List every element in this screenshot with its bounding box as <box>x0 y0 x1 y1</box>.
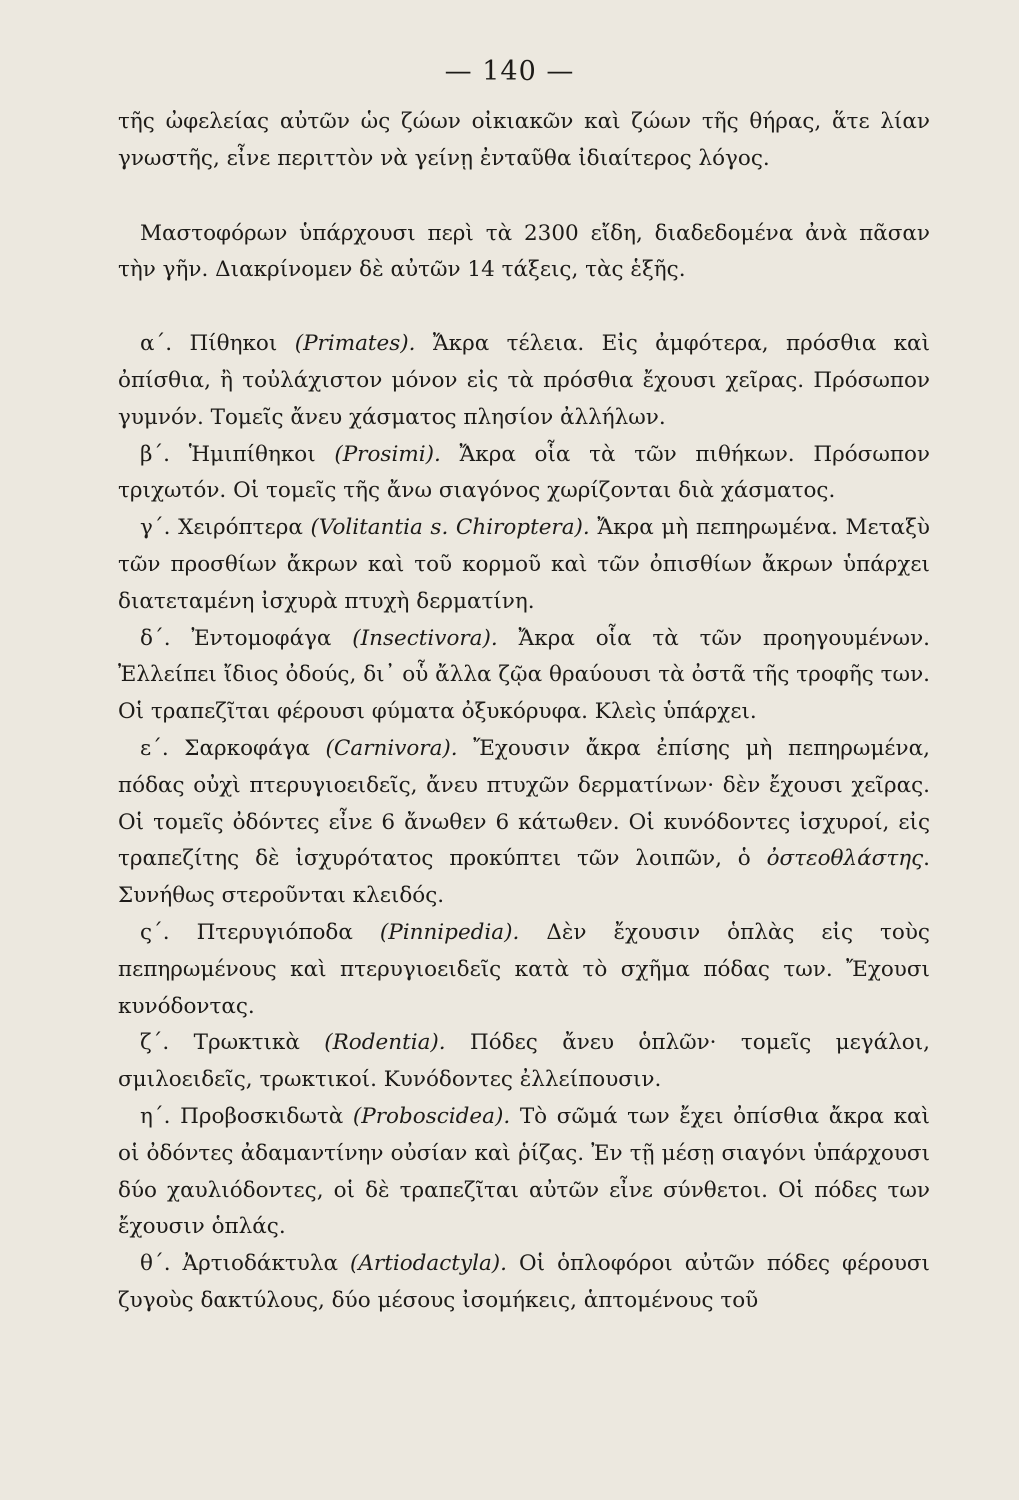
order-latin: (Volitantia s. Chiroptera). <box>310 515 590 541</box>
order-description: Τὸ σῶμά των ἔχει ὀπίσθια ἄκρα καὶ οἱ ὀδόντες ἀδαμαντίνην οὐσίαν καὶ ῥίζας. Ἐν τῇ μέσῃ σιαγόνι ὑπάρχουσι δύο χαυλιόδοντες, οἱ δὲ τραπεζῖται αὐτῶν εἶνε σύνθετοι. Οἱ πόδες των ἔχουσιν ὁπλάς. <box>118 1103 930 1240</box>
order-entry <box>118 510 930 620</box>
overview-paragraph: Μαστοφόρων ὑπάρχουσι περὶ τὰ 2300 εἴδη, διαδεδομένα ἀνὰ πᾶσαν τὴν γῆν. Διακρίνομεν δὲ αὐτῶν 14 τάξεις, τὰς ἑξῆς. <box>118 220 930 283</box>
order-mark: β΄. <box>140 441 171 467</box>
page-number: — 140 — <box>444 56 575 87</box>
order-latin: (Pinnipedia). <box>379 919 520 945</box>
order-name: Πίθηκοι <box>189 331 278 357</box>
order-description: Δὲν ἔχουσιν ὁπλὰς εἰς τοὺς πεπηρωμένους καὶ πτερυγιοειδεῖς κατὰ τὸ σχῆμα πόδας των. Ἔχουσι κυνόδοντας. <box>118 919 930 1019</box>
order-entry <box>118 621 930 731</box>
order-name: Πτερυγιόποδα <box>196 919 353 945</box>
order-mark: θ΄. <box>140 1251 171 1277</box>
order-latin: (Artiodactyla). <box>350 1251 507 1277</box>
order-name: Τρωκτικὰ <box>193 1030 300 1056</box>
order-entry <box>118 1246 930 1320</box>
intro-paragraph: τῆς ὠφελείας αὐτῶν ὡς ζώων οἰκιακῶν καὶ ζώων τῆς θήρας, ἅτε λίαν γνωστῆς, εἶνε περιττὸν νὰ γείνῃ ἐνταῦθα ἰδιαίτερος λόγος. <box>118 109 930 171</box>
order-name: Ἀρτιοδάκτυλα <box>182 1251 338 1277</box>
order-extra-term: ὀστεοθλάστης <box>766 846 924 872</box>
order-mark: α΄. <box>140 331 173 357</box>
order-name: Σαρκοφάγα <box>184 735 310 761</box>
order-entry <box>118 437 930 511</box>
order-entry <box>118 1025 930 1099</box>
order-description: Πόδες ἄνευ ὁπλῶν· τομεῖς μεγάλοι, σμιλοειδεῖς, τρωκτικοί. Κυνόδοντες ἐλλείπουσιν. <box>118 1030 930 1093</box>
order-description: Ἄκρα τέλεια. Εἰς ἀμφότερα, πρόσθια καὶ ὀπίσθια, ἢ τοὐλάχιστον μόνον εἰς τὰ πρόσθια ἔχουσι χεῖρας. Πρόσωπον γυμνόν. Τομεῖς ἄνευ χάσματος πλησίον ἀλλήλων. <box>118 331 931 430</box>
order-mark: δ΄. <box>140 625 171 651</box>
order-name: Ἡμιπίθηκοι <box>188 441 316 467</box>
order-description: Ἄκρα οἷα τὰ τῶν προηγουμένων. Ἐλλείπει ἴδιος ὀδούς, δι᾽ οὗ ἄλλα ζῷα θραύουσι τὰ ὀστᾶ τῆς τροφῆς των. Οἱ τραπεζῖται φέρουσι φύματα ὀξυκόρυφα. Κλεὶς ὑπάρχει. <box>118 625 930 725</box>
body-text <box>118 104 930 1320</box>
order-extra-pre: ὁ <box>737 846 767 872</box>
order-extra-post: . Συνήθως στεροῦνται κλειδός. <box>118 846 930 909</box>
order-description: Οἱ ὁπλοφόροι αὐτῶν πόδες φέρουσι ζυγοὺς δακτύλους, δύο μέσους ἰσομήκεις, ἁπτομένους τοῦ <box>118 1251 930 1313</box>
order-entry <box>118 326 930 436</box>
order-latin: (Proboscidea). <box>352 1103 511 1129</box>
order-name: Ἐντομοφάγα <box>191 625 332 651</box>
order-latin: (Rodentia). <box>324 1030 446 1056</box>
order-mark: γ΄. <box>140 515 171 541</box>
order-mark: ζ΄. <box>140 1030 170 1056</box>
order-latin: (Primates). <box>294 331 416 357</box>
order-entry <box>118 731 930 915</box>
order-description: Ἄκρα οἷα τὰ τῶν πιθήκων. Πρόσωπον τριχωτόν. Οἱ τομεῖς τῆς ἄνω σιαγόνος χωρίζονται διὰ χάσματος. <box>118 441 931 504</box>
order-latin: (Prosimi). <box>334 441 441 467</box>
order-latin: (Insectivora). <box>352 625 498 651</box>
order-name: Προβοσκιδωτὰ <box>180 1103 344 1129</box>
order-entry <box>118 915 930 1025</box>
order-mark: η΄. <box>140 1103 171 1129</box>
order-mark: ε΄. <box>140 735 169 761</box>
order-description: Ἔχουσιν ἄκρα ἐπίσης μὴ πεπηρωμένα, πόδας οὐχὶ πτερυγιοειδεῖς, ἄνευ πτυχῶν δερματίνων· δὲν ἔχουσι χεῖρας. Οἱ τομεῖς ὀδόντες εἶνε 6 ἄνωθεν 6 κάτωθεν. Οἱ κυνόδοντες ἰσχυροί, εἰς τραπεζίτης δὲ ἰσχυρότατος προκύπτει τῶν λοιπῶν, <box>118 735 930 872</box>
order-latin: (Carnivora). <box>325 735 458 761</box>
order-name: Χειρόπτερα <box>178 515 303 541</box>
order-entry <box>118 1099 930 1246</box>
order-mark: ς΄. <box>140 919 170 945</box>
order-description: Ἄκρα μὴ πεπηρωμένα. Μεταξὺ τῶν προσθίων ἄκρων καὶ τοῦ κορμοῦ καὶ τῶν ὀπισθίων ἄκρων ὑπάρχει διατεταμένη ἰσχυρὰ πτυχὴ δερματίνη. <box>118 515 930 614</box>
